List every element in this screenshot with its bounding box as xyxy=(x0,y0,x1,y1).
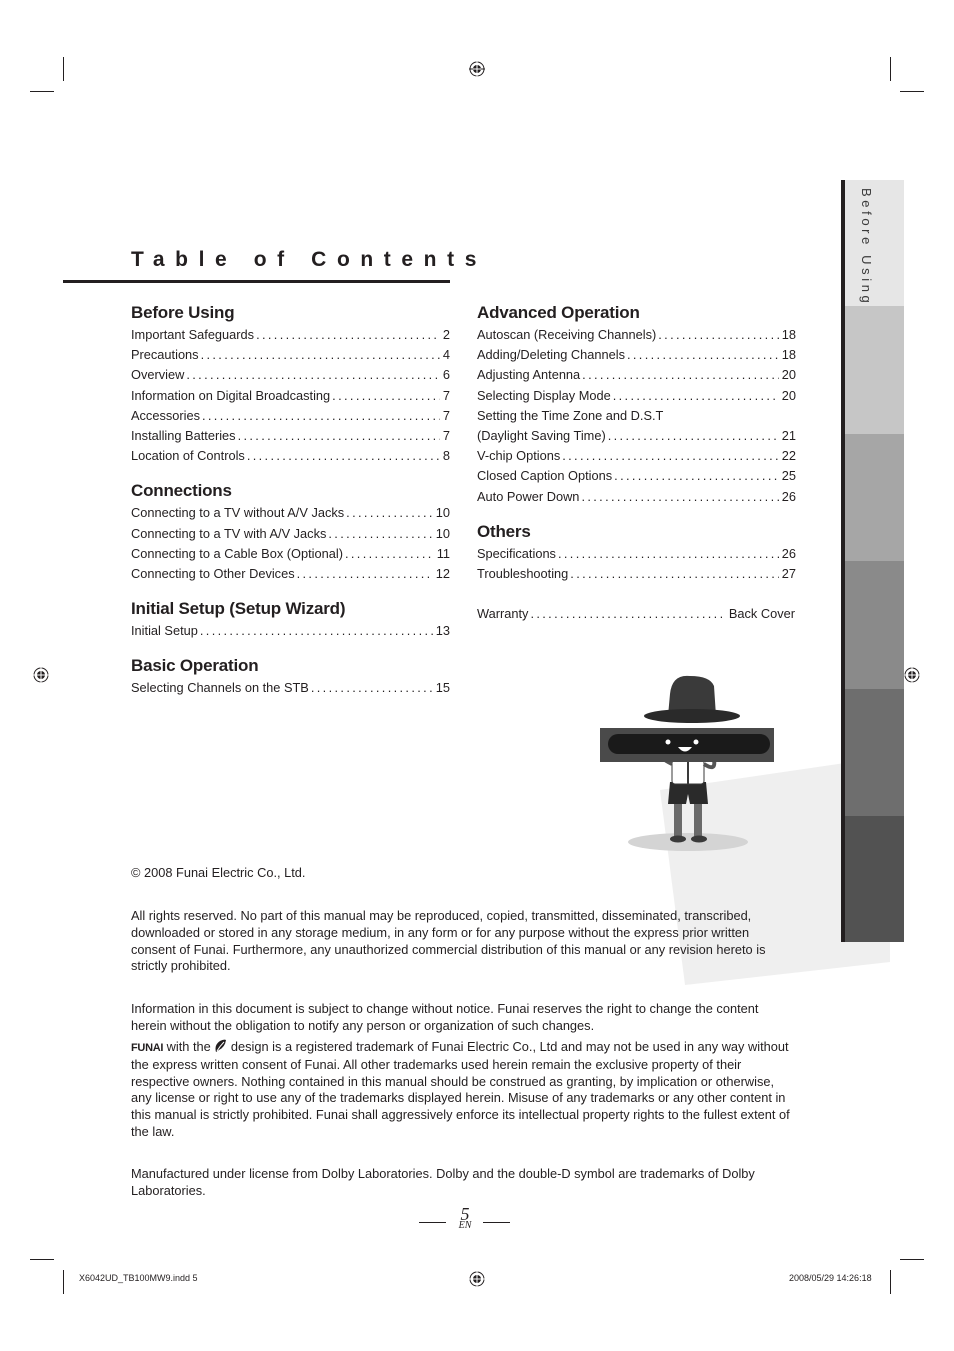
toc-entry[interactable] xyxy=(131,365,450,385)
toc-entry[interactable] xyxy=(477,426,796,446)
toc-entry[interactable] xyxy=(131,544,450,564)
toc-entry-label: Location of Controls xyxy=(131,448,245,464)
toc-entry-page: 7 xyxy=(442,428,450,444)
toc-entry[interactable] xyxy=(477,345,796,365)
section-gap xyxy=(131,584,450,599)
toc-entry-label: Important Safeguards xyxy=(131,327,255,342)
side-tab-4[interactable] xyxy=(845,561,904,689)
leader-dots xyxy=(581,487,778,507)
toc-entry-page: 26 xyxy=(781,545,796,561)
mascot-illustration xyxy=(598,672,778,854)
section-heading: Before Using xyxy=(131,303,235,322)
leader-dots xyxy=(558,544,779,564)
toc-entry-page: 20 xyxy=(781,367,796,383)
leader-dots xyxy=(311,678,433,698)
title-rule xyxy=(63,280,450,283)
toc-entry[interactable] xyxy=(477,564,796,584)
leader-dots xyxy=(332,386,440,406)
toc-entry-label: Autoscan (Receiving Channels) xyxy=(477,327,657,342)
toc-entry-page: 18 xyxy=(781,347,796,363)
toc-entry-page: Back Cover xyxy=(728,606,795,621)
leaf-design-icon xyxy=(214,1039,227,1053)
toc-entry-label: Accessories xyxy=(131,407,200,423)
leader-dots xyxy=(345,544,434,564)
toc-entry-label: Connecting to Other Devices xyxy=(131,566,295,582)
section-heading: Advanced Operation xyxy=(477,303,640,322)
toc-entry-label: Setting the Time Zone and D.S.T xyxy=(477,407,664,423)
footer-file: X6042UD_TB100MW9.indd 5 xyxy=(79,1273,198,1283)
toc-entry-label: Precautions xyxy=(131,347,199,363)
leader-dots xyxy=(582,365,779,385)
section-heading: Initial Setup (Setup Wizard) xyxy=(131,599,346,619)
leader-dots xyxy=(530,604,725,624)
page-number: 5 xyxy=(460,1204,470,1224)
toc-entry-page: 6 xyxy=(442,367,450,383)
toc-entry[interactable] xyxy=(131,564,450,584)
toc-entry-label: Information on Digital Broadcasting xyxy=(131,387,331,403)
toc-entry-page: 18 xyxy=(781,327,796,342)
toc-entry-label: Auto Power Down xyxy=(477,488,580,504)
side-tab-5[interactable] xyxy=(845,689,904,816)
toc-entry-label: Selecting Display Mode xyxy=(477,387,611,403)
toc-entry-label: Selecting Channels on the STB xyxy=(131,680,309,696)
toc-entry-page: 20 xyxy=(781,387,796,403)
toc-entry-label: Troubleshooting xyxy=(477,566,569,582)
section-heading: Others xyxy=(477,521,531,541)
section-heading: Connections xyxy=(131,481,232,501)
footer-timestamp: 2008/05/29 14:26:18 xyxy=(789,1273,872,1283)
toc-entry-label: Specifications xyxy=(477,545,556,561)
section-heading: Basic Operation xyxy=(131,656,259,676)
leader-dots xyxy=(256,325,440,345)
dolby-paragraph: Manufactured under license from Dolby Laboratories. Dolby and the double-D symbol are trademarks of Dolby Laboratories. xyxy=(131,1166,755,1198)
leader-dots xyxy=(613,386,779,406)
leader-dots xyxy=(297,564,433,584)
toc-entry[interactable] xyxy=(477,487,796,507)
toc-entry-label: Installing Batteries xyxy=(131,428,236,444)
toc-entry-page: 10 xyxy=(435,525,450,541)
toc-entry-page: 27 xyxy=(781,566,796,582)
toc-entry-page: 22 xyxy=(781,448,796,464)
page-language: EN xyxy=(458,1220,472,1231)
toc-entry-label: Closed Caption Options xyxy=(477,468,613,484)
section-gap xyxy=(477,507,796,522)
leader-dots xyxy=(658,325,779,345)
leader-dots xyxy=(328,524,432,544)
toc-entry-page: 13 xyxy=(435,623,450,639)
toc-entry-label: Warranty xyxy=(477,606,529,621)
leader-dots xyxy=(238,426,440,446)
toc-entry-label: Connecting to a TV with A/V Jacks xyxy=(131,525,327,541)
copyright-text: © 2008 Funai Electric Co., Ltd. xyxy=(131,865,306,880)
toc-entry-warranty[interactable] xyxy=(477,604,795,624)
toc-entry[interactable] xyxy=(131,406,450,426)
toc-entry-page: 12 xyxy=(435,566,450,582)
toc-entry-page: 21 xyxy=(781,428,796,444)
rights-paragraph: All rights reserved. No part of this manual may be reproduced, copied, transmitted, disseminated, transcribed, downloaded or stored in any storage medium, in any form or for any purpose without the express prior written consent of Funai. Furthermore, any unauthorized commercial distribution of this manual or any revision hereto is strictly prohibited. xyxy=(131,908,766,974)
leader-dots xyxy=(608,426,779,446)
leader-dots xyxy=(346,503,433,523)
toc-entry-page: 2 xyxy=(442,327,450,342)
page-title: Table of Contents xyxy=(131,248,487,271)
toc-entry[interactable] xyxy=(131,524,450,544)
toc-entry-page: 25 xyxy=(781,468,796,484)
toc-entry-page: 11 xyxy=(436,545,450,561)
leader-dots xyxy=(247,446,440,466)
toc-entry-label: V-chip Options xyxy=(477,448,561,464)
page-number-rule xyxy=(483,1222,510,1223)
side-tab-before-using[interactable] xyxy=(845,180,904,306)
toc-entry-page: 26 xyxy=(781,488,796,504)
toc-entry[interactable] xyxy=(131,621,450,641)
leader-dots xyxy=(627,345,779,365)
toc-entry-label: Initial Setup xyxy=(131,623,198,639)
toc-entry-label: (Daylight Saving Time) xyxy=(477,428,606,444)
leader-dots xyxy=(201,345,440,365)
toc-entry[interactable] xyxy=(131,386,450,406)
toc-entry[interactable] xyxy=(131,446,450,466)
leader-dots xyxy=(614,466,779,486)
side-tab-3[interactable] xyxy=(845,434,904,561)
toc-entry[interactable] xyxy=(131,325,450,345)
section-gap xyxy=(131,466,450,481)
leader-dots xyxy=(200,621,433,641)
side-tab-6[interactable] xyxy=(845,816,904,942)
toc-entry[interactable] xyxy=(477,365,796,385)
toc-entry-label: Adjusting Antenna xyxy=(477,367,581,383)
leader-dots xyxy=(186,365,440,385)
toc-entry[interactable] xyxy=(477,446,796,466)
toc-right-column xyxy=(477,303,796,584)
side-tab-label: Before Using xyxy=(859,188,874,307)
toc-entry[interactable] xyxy=(131,678,450,698)
toc-entry[interactable] xyxy=(477,544,796,564)
toc-entry-label: Connecting to a TV without A/V Jacks xyxy=(131,505,345,521)
toc-entry-label: Connecting to a Cable Box (Optional) xyxy=(131,545,343,561)
toc-entry[interactable] xyxy=(131,345,450,365)
toc-entry[interactable] xyxy=(477,386,796,406)
leader-dots xyxy=(562,446,779,466)
toc-entry-page: 7 xyxy=(442,387,450,403)
toc-entry[interactable] xyxy=(131,503,450,523)
toc-entry-page: 15 xyxy=(435,680,450,696)
funai-logo: FUNAI xyxy=(131,1042,164,1054)
toc-entry-page: 7 xyxy=(442,407,450,423)
leader-dots xyxy=(570,564,778,584)
toc-entry[interactable] xyxy=(477,406,796,426)
toc-entry[interactable] xyxy=(131,426,450,446)
toc-entry-label: Overview xyxy=(131,367,185,383)
side-tab-2[interactable] xyxy=(845,306,904,434)
notice-paragraph: Information in this document is subject to change without notice. Funai reserves the right to change the content herein without the obligation to notify any person or organization of such changes. xyxy=(131,1001,759,1033)
section-gap xyxy=(131,641,450,656)
page-number-rule xyxy=(419,1222,446,1223)
trademark-text-a: with the xyxy=(163,1039,215,1054)
toc-entry-page: 8 xyxy=(442,448,450,464)
trademark-text-b: design is a registered trademark of Funai Electric Co., Ltd and may not be used in any way without the express written consent of Funai. All other trademarks used herein remain the exclusive property of their respective owners. Nothing contained in this manual should be construed as granting, by implication or otherwise, any license or right to use any of the trademarks displayed herein. Misuse of any trademarks or any other content in this manual is strictly prohibited. Funai shall aggressively enforce its intellectual property rights to the fullest extent of the law. xyxy=(131,1039,790,1139)
toc-entry[interactable] xyxy=(477,466,796,486)
toc-left-column xyxy=(131,303,450,699)
toc-entry[interactable] xyxy=(477,325,796,345)
trademark-paragraph xyxy=(131,1039,795,1141)
toc-entry-page: 4 xyxy=(442,347,450,363)
toc-entry-page: 10 xyxy=(435,505,450,521)
leader-dots xyxy=(202,406,440,426)
side-tab-index xyxy=(841,180,904,942)
toc-entry-label: Adding/Deleting Channels xyxy=(477,347,625,363)
